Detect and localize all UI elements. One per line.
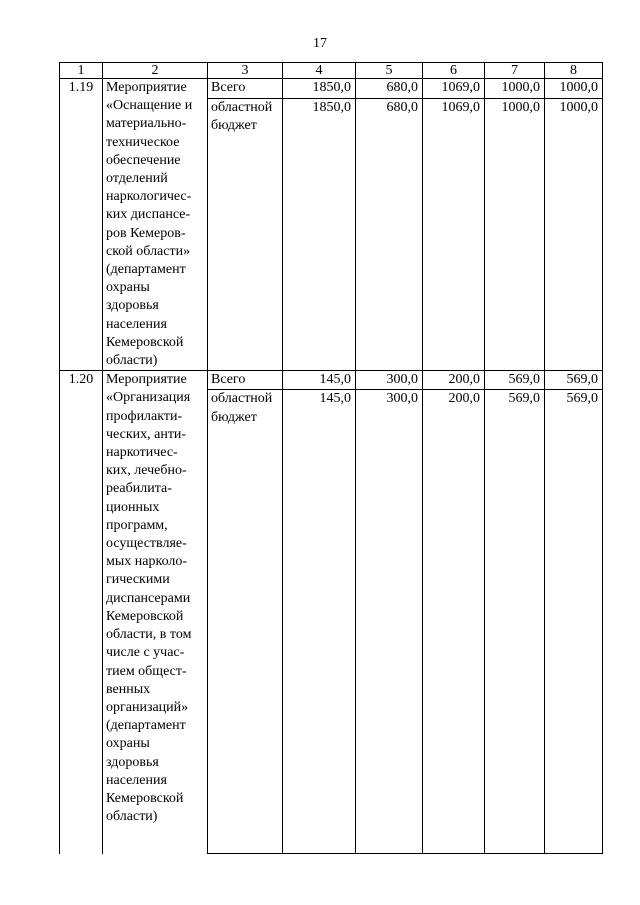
value-cell: 1000,0 bbox=[485, 99, 545, 371]
table-row bbox=[60, 79, 603, 99]
value-cell: 569,0 bbox=[545, 390, 603, 854]
value-cell: 1069,0 bbox=[423, 79, 485, 99]
table-header-row bbox=[60, 63, 603, 79]
value-cell: 300,0 bbox=[356, 371, 423, 390]
value-cell: 1000,0 bbox=[545, 99, 603, 371]
value-cell: 569,0 bbox=[485, 390, 545, 854]
value-cell: 1000,0 bbox=[545, 79, 603, 99]
row-index: 1.20 bbox=[60, 371, 103, 854]
row-description: Мероприятие «Оснащение и материально- техническое обеспечение отделений наркологичес- ких диспансе- ров Кемеров- ской области» (департамент охраны здоровья населения Кемеровской области) bbox=[103, 79, 208, 371]
value-cell: 1069,0 bbox=[423, 99, 485, 371]
value-cell: 1850,0 bbox=[283, 79, 356, 99]
value-cell: 145,0 bbox=[283, 371, 356, 390]
column-header: 8 bbox=[545, 63, 603, 79]
value-cell: 569,0 bbox=[485, 371, 545, 390]
page-number: 17 bbox=[313, 36, 327, 51]
table-row bbox=[60, 371, 603, 390]
value-cell: 1850,0 bbox=[283, 99, 356, 371]
funding-source: областной бюджет bbox=[208, 99, 283, 371]
funding-source: Всего bbox=[208, 79, 283, 99]
column-header: 1 bbox=[60, 63, 103, 79]
column-header: 2 bbox=[103, 63, 208, 79]
funding-source: областной бюджет bbox=[208, 390, 283, 854]
column-header: 3 bbox=[208, 63, 283, 79]
value-cell: 200,0 bbox=[423, 390, 485, 854]
value-cell: 300,0 bbox=[356, 390, 423, 854]
column-header: 7 bbox=[485, 63, 545, 79]
value-cell: 569,0 bbox=[545, 371, 603, 390]
value-cell: 680,0 bbox=[356, 79, 423, 99]
column-header: 5 bbox=[356, 63, 423, 79]
funding-source: Всего bbox=[208, 371, 283, 390]
column-header: 6 bbox=[423, 63, 485, 79]
value-cell: 1000,0 bbox=[485, 79, 545, 99]
value-cell: 680,0 bbox=[356, 99, 423, 371]
value-cell: 200,0 bbox=[423, 371, 485, 390]
row-index: 1.19 bbox=[60, 79, 103, 371]
value-cell: 145,0 bbox=[283, 390, 356, 854]
column-header: 4 bbox=[283, 63, 356, 79]
row-description: Мероприятие «Организация профилакти- ческих, анти- наркотичес- ких, лечебно- реабилита- ционных программ, осуществляе- мых нарколо- гическими диспансерами Кемеровской области, в том числе с учас- тием общест- венных организаций» (департамент охраны здоровья населения Кемеровской области) bbox=[103, 371, 208, 854]
budget-table bbox=[59, 62, 603, 854]
